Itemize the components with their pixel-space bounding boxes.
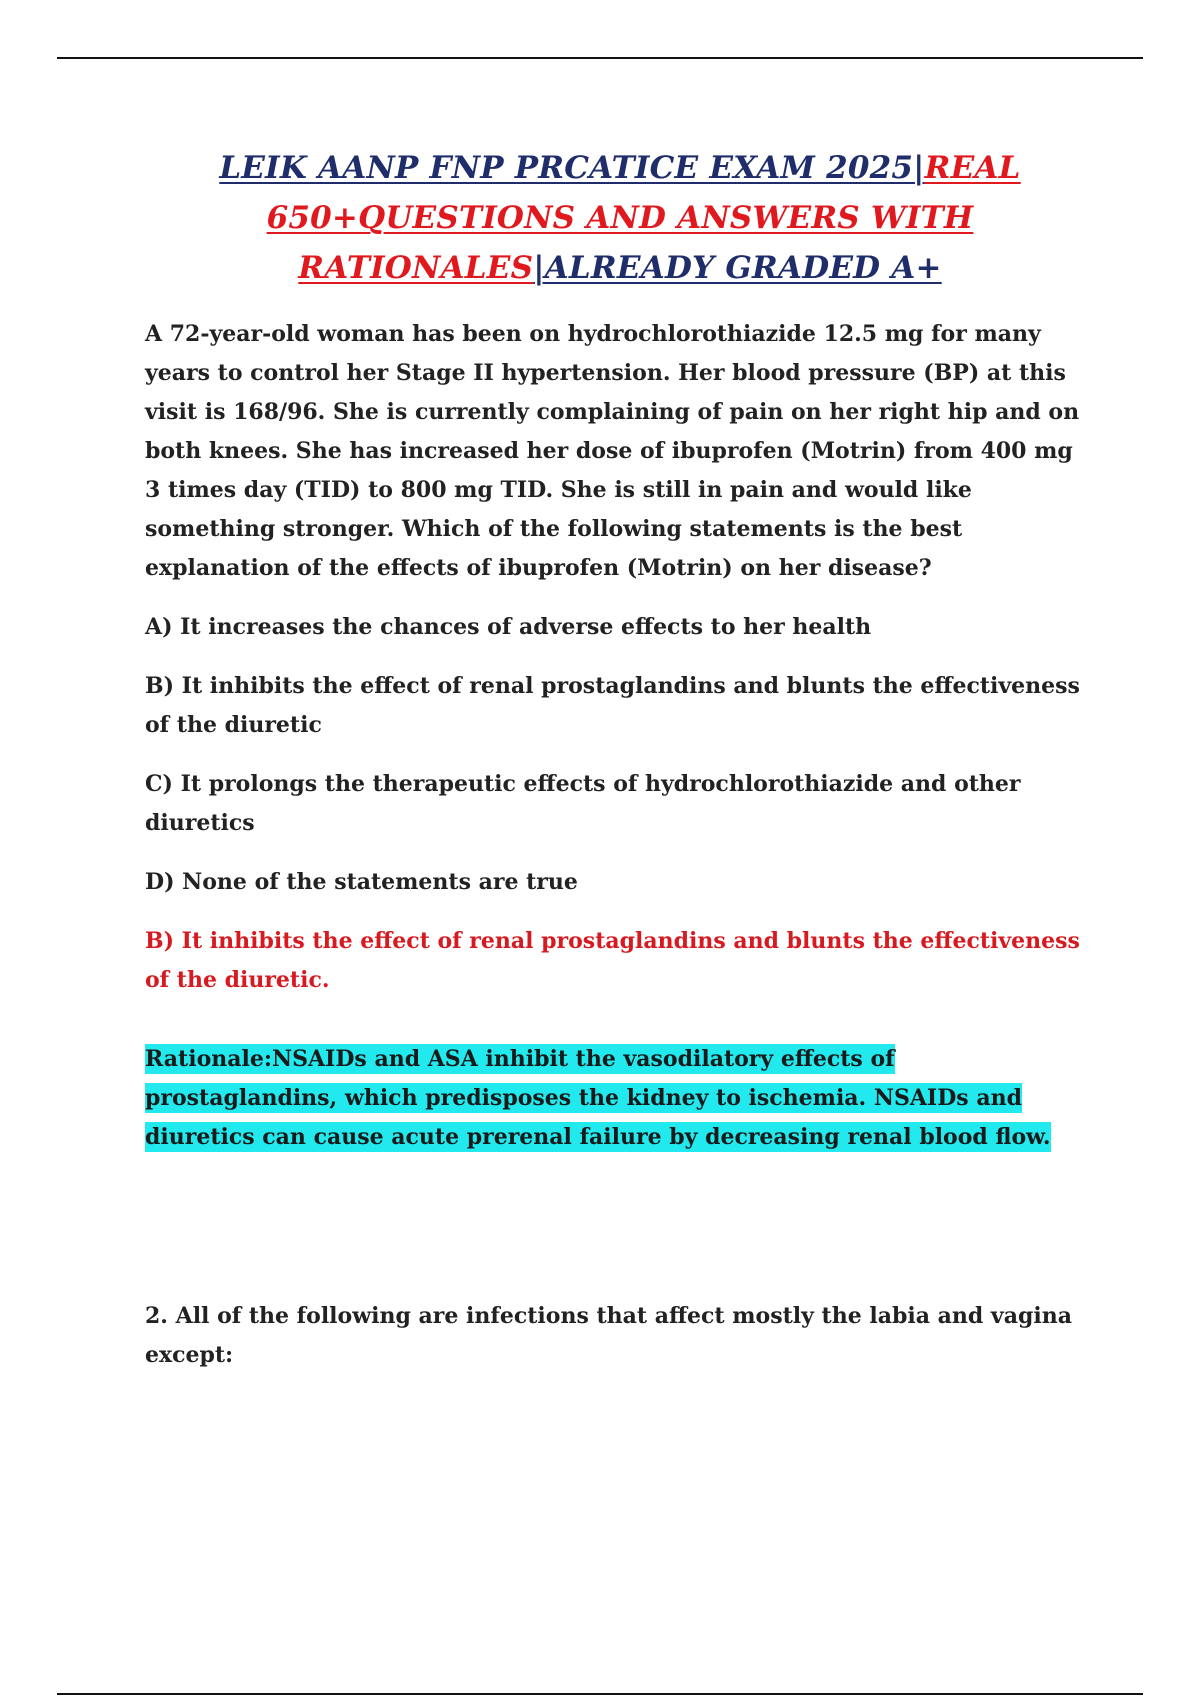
question-1-stem: A 72-year-old woman has been on hydrochlorothiazide 12.5 mg for many years to control her Stage II hypertension. Her blood pressure (BP) at this visit is 168/96. She is currently complaining of pain on her right hip and on both knees. She has increased her dose of ibuprofen (Motrin) from 400 mg 3 times day (TID) to 800 mg TID. She is still in pain and would like something stronger. Which of the following statements is the best explanation of the effects of ibuprofen (Motrin) on her disease? [145, 321, 1080, 581]
title-part-1: LEIK AANP FNP PRCATICE EXAM 2025| [219, 150, 925, 186]
rationale-text: Rationale:NSAIDs and ASA inhibit the vasodilatory effects of prostaglandins, which predisposes the kidney to ischemia. NSAIDs and diuretics can cause acute prerenal failure by decreasing renal blood flow. [145, 1046, 1051, 1150]
question-2-stem: 2. All of the following are infections that affect mostly the labia and vagina except: [145, 1303, 1072, 1368]
option-d: D) None of the statements are true [145, 869, 578, 895]
document-title [140, 143, 1100, 293]
top-rule [57, 57, 1143, 59]
question-2 [145, 1297, 1085, 1375]
correct-answer: B) It inhibits the effect of renal prostaglandins and blunts the effectiveness of the diuretic. [145, 928, 1080, 993]
option-b: B) It inhibits the effect of renal prostaglandins and blunts the effectiveness of the diuretic [145, 673, 1080, 738]
rationale [145, 1040, 1085, 1157]
option-a: A) It increases the chances of adverse effects to her health [145, 614, 872, 640]
question-1 [145, 315, 1085, 1000]
title-part-3: |ALREADY GRADED A+ [533, 250, 942, 286]
bottom-rule [57, 1693, 1143, 1695]
option-c: C) It prolongs the therapeutic effects of hydrochlorothiazide and other diuretics [145, 771, 1021, 836]
title-part-2: REAL 650+QUESTIONS AND ANSWERS WITH RATIONALES [266, 150, 1021, 286]
